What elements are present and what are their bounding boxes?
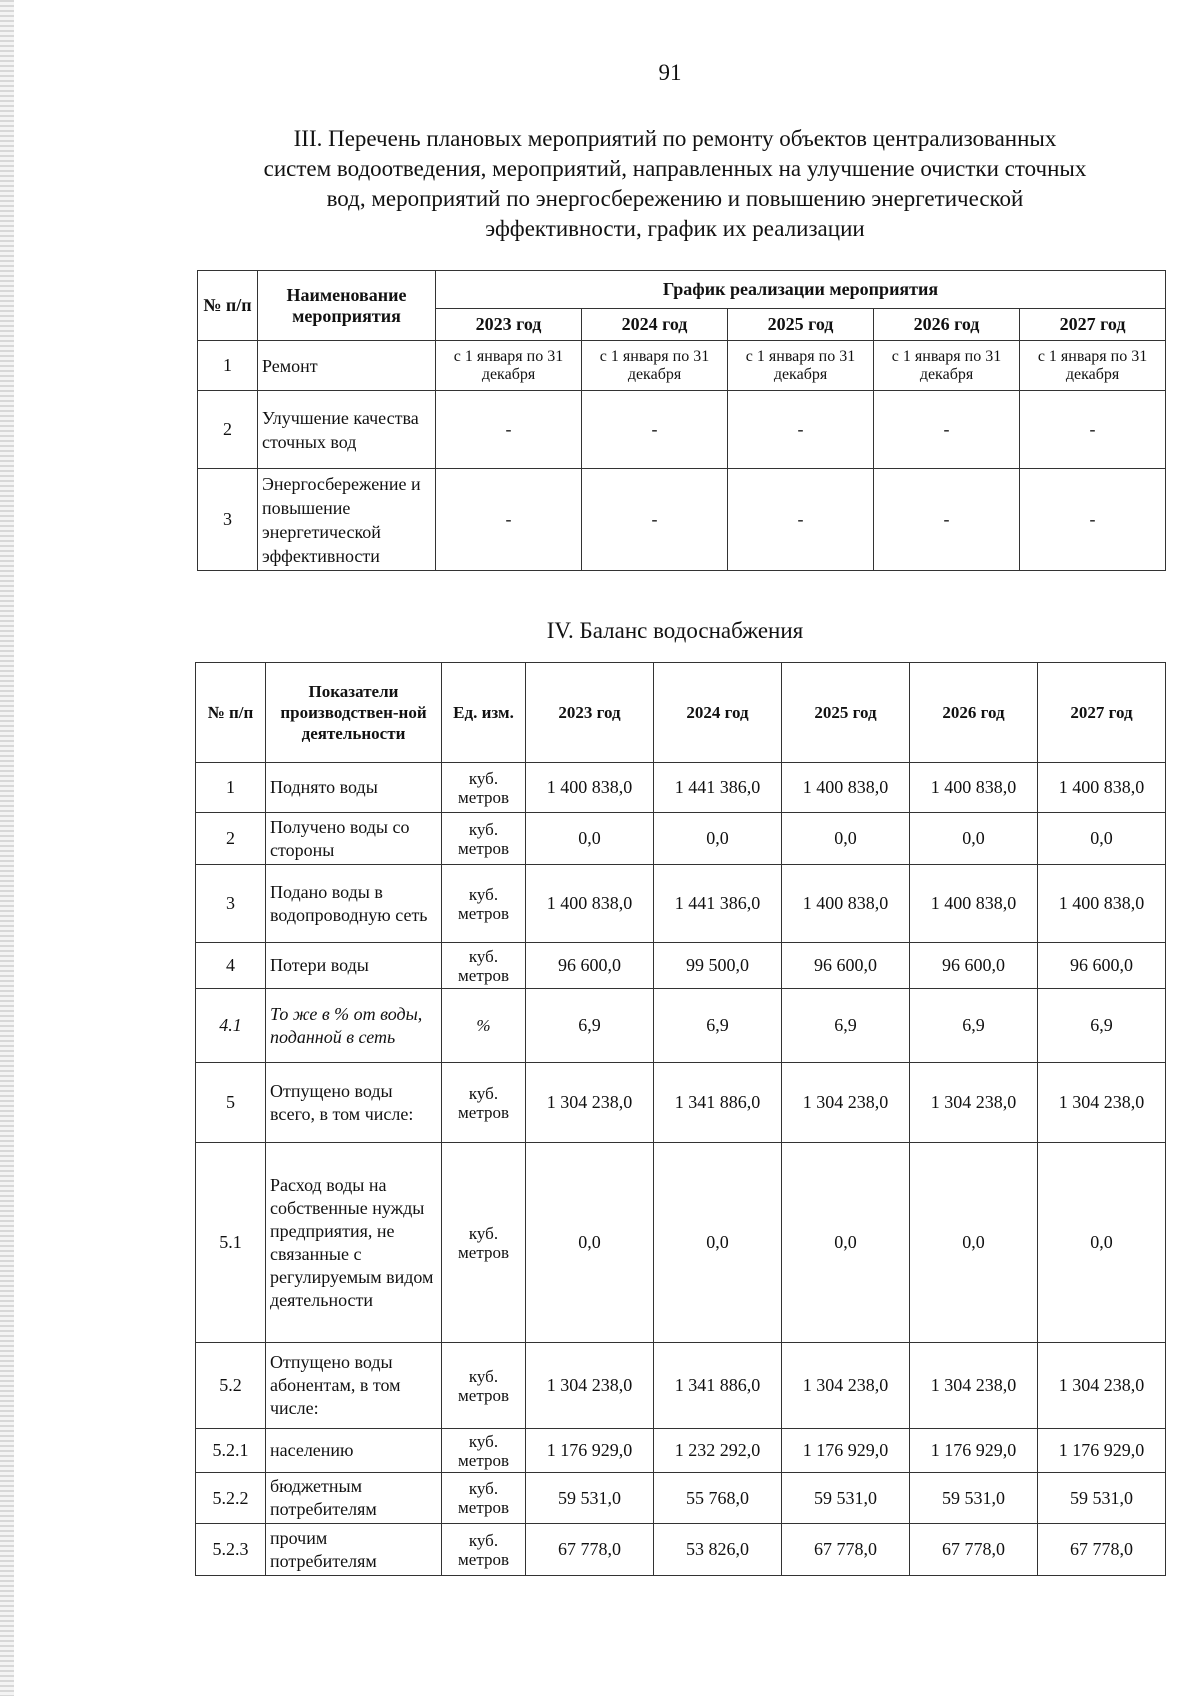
row-name: Получено воды со стороны: [266, 813, 442, 865]
row-unit: куб. метров: [442, 763, 526, 813]
value-cell: 1 400 838,0: [910, 763, 1038, 813]
schedule-cell: -: [582, 469, 728, 571]
value-cell: 0,0: [526, 813, 654, 865]
table-row: [198, 391, 1166, 469]
row-unit: куб. метров: [442, 1524, 526, 1576]
header-num: № п/п: [198, 271, 258, 341]
value-cell: 1 400 838,0: [782, 865, 910, 943]
row-name: Энергосбережение и повышение энергетической эффективности: [258, 469, 436, 571]
value-cell: 0,0: [1038, 1143, 1166, 1343]
header-year: 2027 год: [1020, 309, 1166, 341]
schedule-cell: -: [582, 391, 728, 469]
water-balance-table: [195, 662, 1166, 1576]
header-year: 2023 год: [436, 309, 582, 341]
value-cell: 59 531,0: [782, 1473, 910, 1524]
value-cell: 1 400 838,0: [526, 763, 654, 813]
value-cell: 1 176 929,0: [1038, 1429, 1166, 1473]
value-cell: 1 304 238,0: [526, 1343, 654, 1429]
value-cell: 1 304 238,0: [910, 1063, 1038, 1143]
table-row: [196, 1429, 1166, 1473]
row-num: 5: [196, 1063, 266, 1143]
value-cell: 1 176 929,0: [910, 1429, 1038, 1473]
value-cell: 1 232 292,0: [654, 1429, 782, 1473]
table-row: [196, 1063, 1166, 1143]
row-num: 5.2.2: [196, 1473, 266, 1524]
value-cell: 0,0: [1038, 813, 1166, 865]
row-unit: %: [442, 989, 526, 1063]
value-cell: 0,0: [526, 1143, 654, 1343]
row-num: 4: [196, 943, 266, 989]
row-name: Поднято воды: [266, 763, 442, 813]
schedule-cell: -: [1020, 391, 1166, 469]
value-cell: 1 304 238,0: [526, 1063, 654, 1143]
value-cell: 59 531,0: [1038, 1473, 1166, 1524]
value-cell: 1 441 386,0: [654, 763, 782, 813]
value-cell: 96 600,0: [526, 943, 654, 989]
row-num: 2: [196, 813, 266, 865]
value-cell: 0,0: [910, 1143, 1038, 1343]
header-year: 2026 год: [910, 663, 1038, 763]
schedule-cell: с 1 января по 31 декабря: [582, 341, 728, 391]
schedule-cell: -: [436, 469, 582, 571]
table-row: [196, 1343, 1166, 1429]
value-cell: 1 304 238,0: [1038, 1063, 1166, 1143]
table-row: [198, 469, 1166, 571]
value-cell: 1 400 838,0: [526, 865, 654, 943]
row-num: 3: [198, 469, 258, 571]
section-3-title: [195, 124, 1155, 244]
schedule-cell: с 1 января по 31 декабря: [874, 341, 1020, 391]
header-year: 2023 год: [526, 663, 654, 763]
schedule-cell: -: [874, 391, 1020, 469]
value-cell: 1 304 238,0: [782, 1063, 910, 1143]
value-cell: 6,9: [526, 989, 654, 1063]
row-unit: куб. метров: [442, 1063, 526, 1143]
value-cell: 67 778,0: [1038, 1524, 1166, 1576]
section-3-title-line: III. Перечень плановых мероприятий по ремонту объектов централизованных: [293, 126, 1057, 151]
value-cell: 99 500,0: [654, 943, 782, 989]
header-num: № п/п: [196, 663, 266, 763]
value-cell: 53 826,0: [654, 1524, 782, 1576]
value-cell: 1 400 838,0: [782, 763, 910, 813]
row-name: Потери воды: [266, 943, 442, 989]
schedule-cell: с 1 января по 31 декабря: [1020, 341, 1166, 391]
row-unit: куб. метров: [442, 1143, 526, 1343]
row-num: 5.1: [196, 1143, 266, 1343]
value-cell: 96 600,0: [910, 943, 1038, 989]
scan-edge: [0, 0, 14, 1696]
row-unit: куб. метров: [442, 1473, 526, 1524]
schedule-cell: с 1 января по 31 декабря: [728, 341, 874, 391]
value-cell: 55 768,0: [654, 1473, 782, 1524]
row-name: Подано воды в водопроводную сеть: [266, 865, 442, 943]
header-name: Наименование мероприятия: [258, 271, 436, 341]
value-cell: 0,0: [782, 813, 910, 865]
value-cell: 1 176 929,0: [782, 1429, 910, 1473]
table-row: [196, 1524, 1166, 1576]
page-number: 91: [658, 60, 682, 85]
header-year: 2024 год: [654, 663, 782, 763]
value-cell: 0,0: [782, 1143, 910, 1343]
row-num: 1: [196, 763, 266, 813]
section-3-title-line: вод, мероприятий по энергосбережению и повышению энергетической: [326, 186, 1024, 211]
schedule-cell: с 1 января по 31 декабря: [436, 341, 582, 391]
row-num: 1: [198, 341, 258, 391]
value-cell: 67 778,0: [526, 1524, 654, 1576]
value-cell: 6,9: [1038, 989, 1166, 1063]
value-cell: 1 304 238,0: [1038, 1343, 1166, 1429]
table-row: [196, 1143, 1166, 1343]
table-row: [196, 943, 1166, 989]
row-name: населению: [266, 1429, 442, 1473]
water-balance-body: [196, 763, 1166, 1576]
value-cell: 96 600,0: [782, 943, 910, 989]
header-year: 2025 год: [782, 663, 910, 763]
header-year: 2027 год: [1038, 663, 1166, 763]
table-row: [196, 865, 1166, 943]
table-row: [196, 813, 1166, 865]
schedule-cell: -: [874, 469, 1020, 571]
row-name: Расход воды на собственные нужды предприятия, не связанные с регулируемым видом деятельности: [266, 1143, 442, 1343]
measures-schedule-table: [197, 270, 1166, 571]
value-cell: 1 400 838,0: [910, 865, 1038, 943]
value-cell: 1 441 386,0: [654, 865, 782, 943]
row-unit: куб. метров: [442, 943, 526, 989]
row-num: 5.2.3: [196, 1524, 266, 1576]
row-num: 4.1: [196, 989, 266, 1063]
value-cell: 59 531,0: [526, 1473, 654, 1524]
header-year: 2026 год: [874, 309, 1020, 341]
table-row: [196, 1473, 1166, 1524]
value-cell: 1 176 929,0: [526, 1429, 654, 1473]
row-name: бюджетным потребителям: [266, 1473, 442, 1524]
value-cell: 67 778,0: [910, 1524, 1038, 1576]
value-cell: 0,0: [910, 813, 1038, 865]
section-4-title: IV. Баланс водоснабжения: [546, 618, 804, 643]
row-unit: куб. метров: [442, 865, 526, 943]
row-num: 2: [198, 391, 258, 469]
table-row: [196, 989, 1166, 1063]
table-row: [198, 341, 1166, 391]
value-cell: 67 778,0: [782, 1524, 910, 1576]
value-cell: 59 531,0: [910, 1473, 1038, 1524]
schedule-cell: -: [1020, 469, 1166, 571]
value-cell: 1 341 886,0: [654, 1343, 782, 1429]
row-num: 5.2.1: [196, 1429, 266, 1473]
value-cell: 1 304 238,0: [782, 1343, 910, 1429]
row-name: Ремонт: [258, 341, 436, 391]
row-num: 5.2: [196, 1343, 266, 1429]
section-3-title-line: эффективности, график их реализации: [485, 216, 865, 241]
value-cell: 96 600,0: [1038, 943, 1166, 989]
row-name: Отпущено воды абонентам, в том числе:: [266, 1343, 442, 1429]
header-year: 2025 год: [728, 309, 874, 341]
row-name: То же в % от воды, поданной в сеть: [266, 989, 442, 1063]
header-schedule: График реализации мероприятия: [436, 271, 1166, 309]
schedule-cell: -: [436, 391, 582, 469]
value-cell: 1 400 838,0: [1038, 865, 1166, 943]
value-cell: 1 341 886,0: [654, 1063, 782, 1143]
header-year: 2024 год: [582, 309, 728, 341]
row-unit: куб. метров: [442, 813, 526, 865]
value-cell: 6,9: [654, 989, 782, 1063]
value-cell: 0,0: [654, 1143, 782, 1343]
row-num: 3: [196, 865, 266, 943]
schedule-cell: -: [728, 469, 874, 571]
section-3-title-line: систем водоотведения, мероприятий, направленных на улучшение очистки сточных: [263, 156, 1087, 181]
header-unit: Ед. изм.: [442, 663, 526, 763]
value-cell: 6,9: [782, 989, 910, 1063]
row-name: Улучшение качества сточных вод: [258, 391, 436, 469]
row-unit: куб. метров: [442, 1343, 526, 1429]
schedule-cell: -: [728, 391, 874, 469]
header-name: Показатели производствен-ной деятельности: [266, 663, 442, 763]
row-unit: куб. метров: [442, 1429, 526, 1473]
row-name: Отпущено воды всего, в том числе:: [266, 1063, 442, 1143]
value-cell: 1 400 838,0: [1038, 763, 1166, 813]
row-name: прочим потребителям: [266, 1524, 442, 1576]
table-row: [196, 763, 1166, 813]
value-cell: 6,9: [910, 989, 1038, 1063]
value-cell: 1 304 238,0: [910, 1343, 1038, 1429]
value-cell: 0,0: [654, 813, 782, 865]
